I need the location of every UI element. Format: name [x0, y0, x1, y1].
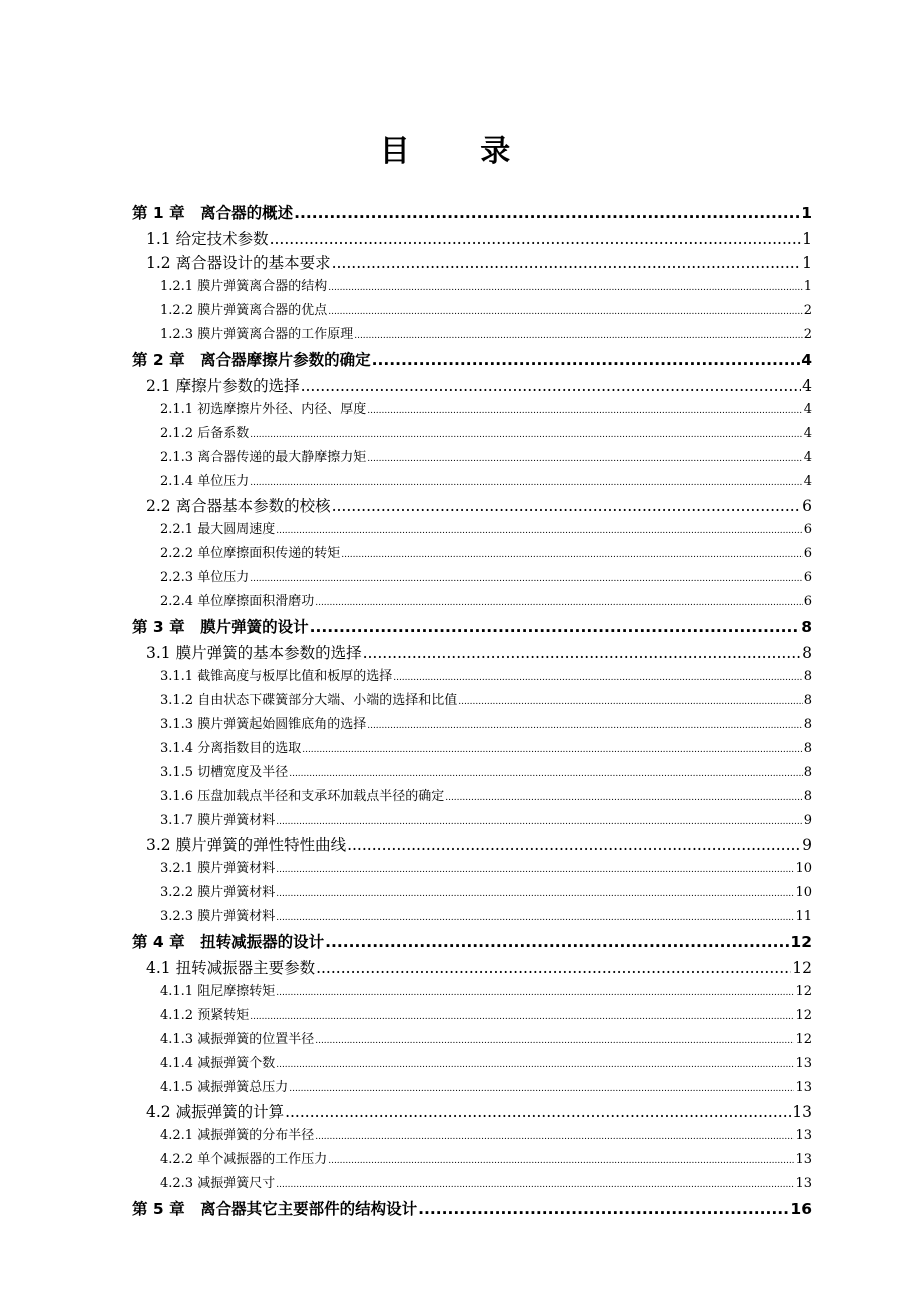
- toc-page-number: 1: [802, 254, 812, 272]
- toc-entry[interactable]: [132, 347, 812, 374]
- toc-leader-dots: [250, 567, 803, 591]
- toc-entry[interactable]: [132, 1172, 812, 1196]
- toc-entry[interactable]: [132, 518, 812, 542]
- toc-leader-dots: [250, 471, 803, 495]
- toc-page-number: 8: [803, 717, 812, 732]
- toc-leader-dots: [250, 423, 803, 447]
- toc-page-number: 12: [790, 933, 812, 951]
- toc-entry-title: 4.1.2 预紧转矩: [160, 1008, 250, 1023]
- toc-leader-dots: [418, 1196, 789, 1223]
- toc-page-number: 8: [803, 741, 812, 756]
- toc-entry[interactable]: [132, 1148, 812, 1172]
- toc-leader-dots: [347, 833, 801, 857]
- toc-leader-dots: [276, 1053, 794, 1077]
- toc-leader-dots: [302, 738, 803, 762]
- toc-leader-dots: [367, 399, 803, 423]
- toc-entry-title: 2.2.4 单位摩擦面积滑磨功: [160, 594, 315, 609]
- toc-entry[interactable]: [132, 857, 812, 881]
- toc-entry[interactable]: [132, 566, 812, 590]
- toc-page-number: 12: [795, 1008, 812, 1023]
- toc-entry-title: 4.1.4 减振弹簧个数: [160, 1056, 276, 1071]
- toc-leader-dots: [289, 1077, 794, 1101]
- toc-leader-dots: [325, 929, 789, 956]
- toc-entry[interactable]: [132, 1028, 812, 1052]
- toc-page-number: 4: [801, 351, 812, 369]
- toc-entry[interactable]: [132, 1100, 812, 1124]
- toc-entry[interactable]: [132, 590, 812, 614]
- toc-entry-title: 2.2 离合器基本参数的校核: [146, 497, 331, 515]
- toc-entry-title: 3.1.2 自由状态下碟簧部分大端、小端的选择和比值: [160, 693, 458, 708]
- toc-entry[interactable]: [132, 713, 812, 737]
- toc-page-number: 12: [792, 959, 812, 977]
- toc-leader-dots: [250, 1005, 794, 1029]
- toc-leader-dots: [276, 882, 794, 906]
- toc-entry[interactable]: [132, 398, 812, 422]
- toc-entry-title: 4.2.1 减振弹簧的分布半径: [160, 1128, 315, 1143]
- page-title: 目 录: [379, 134, 541, 169]
- toc-entry-title: 3.1 膜片弹簧的基本参数的选择: [146, 644, 362, 662]
- toc-leader-dots: [315, 1029, 794, 1053]
- toc-leader-dots: [332, 251, 802, 275]
- toc-entry[interactable]: [132, 929, 812, 956]
- toc-entry[interactable]: [132, 299, 812, 323]
- toc-entry[interactable]: [132, 323, 812, 347]
- toc-entry[interactable]: [132, 251, 812, 275]
- toc-entry[interactable]: [132, 665, 812, 689]
- toc-entry[interactable]: [132, 470, 812, 494]
- toc-entry[interactable]: [132, 761, 812, 785]
- toc-page-number: 4: [803, 402, 812, 417]
- toc-entry[interactable]: [132, 542, 812, 566]
- toc-entry[interactable]: [132, 689, 812, 713]
- toc-entry[interactable]: [132, 1052, 812, 1076]
- toc-page-number: 13: [795, 1056, 812, 1071]
- toc-entry-title: 3.1.1 截锥高度与板厚比值和板厚的选择: [160, 669, 393, 684]
- toc-page-number: 1: [801, 204, 812, 222]
- toc-entry-title: 第 2 章 离合器摩擦片参数的确定: [132, 351, 371, 369]
- toc-leader-dots: [354, 324, 803, 348]
- toc-page-number: 8: [803, 669, 812, 684]
- toc-page-number: 13: [795, 1128, 812, 1143]
- toc-entry[interactable]: [132, 614, 812, 641]
- toc-entry-title: 1.2.3 膜片弹簧离合器的工作原理: [160, 327, 354, 342]
- toc-entry[interactable]: [132, 227, 812, 251]
- toc-entry-title: 3.2.1 膜片弹簧材料: [160, 861, 276, 876]
- toc-entry[interactable]: [132, 1196, 812, 1223]
- toc-entry[interactable]: [132, 494, 812, 518]
- toc-entry[interactable]: [132, 200, 812, 227]
- toc-page-number: 4: [803, 450, 812, 465]
- toc-entry-title: 3.1.3 膜片弹簧起始圆锥底角的选择: [160, 717, 367, 732]
- toc-page-number: 1: [803, 279, 812, 294]
- toc-leader-dots: [276, 906, 794, 930]
- toc-entry[interactable]: [132, 1004, 812, 1028]
- toc-entry-title: 2.1.1 初选摩擦片外径、内径、厚度: [160, 402, 367, 417]
- toc-page-number: 10: [795, 861, 812, 876]
- toc-leader-dots: [315, 1125, 794, 1149]
- toc-entry-title: 3.2 膜片弹簧的弹性特性曲线: [146, 836, 347, 854]
- toc-page-number: 13: [795, 1176, 812, 1191]
- toc-leader-dots: [301, 374, 802, 398]
- toc-entry-title: 第 5 章 离合器其它主要部件的结构设计: [132, 1200, 418, 1218]
- toc-entry-title: 第 3 章 膜片弹簧的设计: [132, 618, 309, 636]
- toc-leader-dots: [276, 1173, 794, 1197]
- toc-entry-title: 4.1.3 减振弹簧的位置半径: [160, 1032, 315, 1047]
- toc-entry-title: 3.2.2 膜片弹簧材料: [160, 885, 276, 900]
- toc-page-number: 8: [802, 644, 812, 662]
- toc-entry-title: 4.1.5 减振弹簧总压力: [160, 1080, 289, 1095]
- table-of-contents: [132, 200, 812, 1223]
- toc-entry-title: 3.1.6 压盘加载点半径和支承环加载点半径的确定: [160, 789, 445, 804]
- toc-page-number: 4: [802, 377, 812, 395]
- toc-entry-title: 4.1.1 阻尼摩擦转矩: [160, 984, 276, 999]
- toc-entry-title: 1.1 给定技术参数: [146, 230, 269, 248]
- toc-leader-dots: [270, 227, 802, 251]
- toc-leader-dots: [328, 276, 803, 300]
- toc-entry[interactable]: [132, 1076, 812, 1100]
- toc-page-number: 9: [802, 836, 812, 854]
- toc-entry[interactable]: [132, 422, 812, 446]
- toc-page-number: 12: [795, 984, 812, 999]
- toc-leader-dots: [367, 447, 803, 471]
- toc-entry[interactable]: [132, 1124, 812, 1148]
- toc-entry-title: 2.1.2 后备系数: [160, 426, 250, 441]
- toc-leader-dots: [315, 591, 803, 615]
- toc-leader-dots: [372, 347, 801, 374]
- toc-entry-title: 4.2.2 单个减振器的工作压力: [160, 1152, 328, 1167]
- toc-leader-dots: [367, 714, 803, 738]
- toc-leader-dots: [276, 981, 794, 1005]
- toc-page-number: 6: [803, 594, 812, 609]
- toc-page-number: 11: [795, 909, 812, 924]
- toc-entry-title: 2.1 摩擦片参数的选择: [146, 377, 300, 395]
- toc-entry-title: 4.1 扭转减振器主要参数: [146, 959, 316, 977]
- toc-entry-title: 第 4 章 扭转减振器的设计: [132, 933, 325, 951]
- toc-page-number: 1: [802, 230, 812, 248]
- toc-page-number: 6: [802, 497, 812, 515]
- toc-page-number: 2: [803, 327, 812, 342]
- toc-page-number: 6: [803, 546, 812, 561]
- toc-leader-dots: [341, 543, 803, 567]
- toc-entry-title: 2.1.3 离合器传递的最大静摩擦力矩: [160, 450, 367, 465]
- toc-entry-title: 4.2.3 减振弹簧尺寸: [160, 1176, 276, 1191]
- toc-entry-title: 3.1.7 膜片弹簧材料: [160, 813, 276, 828]
- toc-entry-title: 2.2.2 单位摩擦面积传递的转矩: [160, 546, 341, 561]
- toc-page-number: 13: [792, 1103, 812, 1121]
- toc-leader-dots: [276, 858, 794, 882]
- toc-leader-dots: [285, 1100, 791, 1124]
- toc-entry-title: 3.2.3 膜片弹簧材料: [160, 909, 276, 924]
- toc-entry[interactable]: [132, 641, 812, 665]
- toc-entry-title: 4.2 减振弹簧的计算: [146, 1103, 285, 1121]
- toc-leader-dots: [458, 690, 803, 714]
- toc-entry-title: 2.2.3 单位压力: [160, 570, 250, 585]
- toc-leader-dots: [393, 666, 803, 690]
- toc-entry[interactable]: [132, 374, 812, 398]
- toc-page-number: 8: [803, 789, 812, 804]
- toc-page-number: 13: [795, 1152, 812, 1167]
- toc-entry-title: 2.1.4 单位压力: [160, 474, 250, 489]
- toc-page-number: 4: [803, 426, 812, 441]
- toc-entry[interactable]: [132, 980, 812, 1004]
- toc-entry[interactable]: [132, 809, 812, 833]
- toc-entry[interactable]: [132, 737, 812, 761]
- toc-leader-dots: [289, 762, 803, 786]
- toc-leader-dots: [363, 641, 802, 665]
- toc-page-number: 10: [795, 885, 812, 900]
- toc-leader-dots: [445, 786, 803, 810]
- toc-entry[interactable]: [132, 905, 812, 929]
- toc-page-number: 4: [803, 474, 812, 489]
- toc-entry-title: 3.1.5 切槽宽度及半径: [160, 765, 289, 780]
- toc-page-number: 8: [803, 693, 812, 708]
- toc-page-number: 13: [795, 1080, 812, 1095]
- toc-entry-title: 2.2.1 最大圆周速度: [160, 522, 276, 537]
- toc-leader-dots: [332, 494, 802, 518]
- toc-page-number: 9: [803, 813, 812, 828]
- toc-entry-title: 1.2.1 膜片弹簧离合器的结构: [160, 279, 328, 294]
- toc-page-number: 16: [790, 1200, 812, 1218]
- toc-leader-dots: [294, 200, 800, 227]
- toc-leader-dots: [328, 1149, 794, 1173]
- toc-entry-title: 1.2 离合器设计的基本要求: [146, 254, 331, 272]
- toc-page-number: 2: [803, 303, 812, 318]
- toc-entry[interactable]: [132, 833, 812, 857]
- toc-leader-dots: [310, 614, 801, 641]
- toc-entry-title: 第 1 章 离合器的概述: [132, 204, 294, 222]
- toc-page-number: 12: [795, 1032, 812, 1047]
- toc-leader-dots: [328, 300, 803, 324]
- toc-entry[interactable]: [132, 275, 812, 299]
- toc-leader-dots: [316, 956, 791, 980]
- toc-page-number: 8: [801, 618, 812, 636]
- toc-leader-dots: [276, 810, 803, 834]
- toc-entry-title: 1.2.2 膜片弹簧离合器的优点: [160, 303, 328, 318]
- toc-page-number: 6: [803, 522, 812, 537]
- toc-leader-dots: [276, 519, 803, 543]
- toc-entry[interactable]: [132, 446, 812, 470]
- toc-page-number: 6: [803, 570, 812, 585]
- toc-entry[interactable]: [132, 956, 812, 980]
- toc-page-number: 8: [803, 765, 812, 780]
- toc-entry[interactable]: [132, 881, 812, 905]
- toc-entry[interactable]: [132, 785, 812, 809]
- toc-entry-title: 3.1.4 分离指数目的选取: [160, 741, 302, 756]
